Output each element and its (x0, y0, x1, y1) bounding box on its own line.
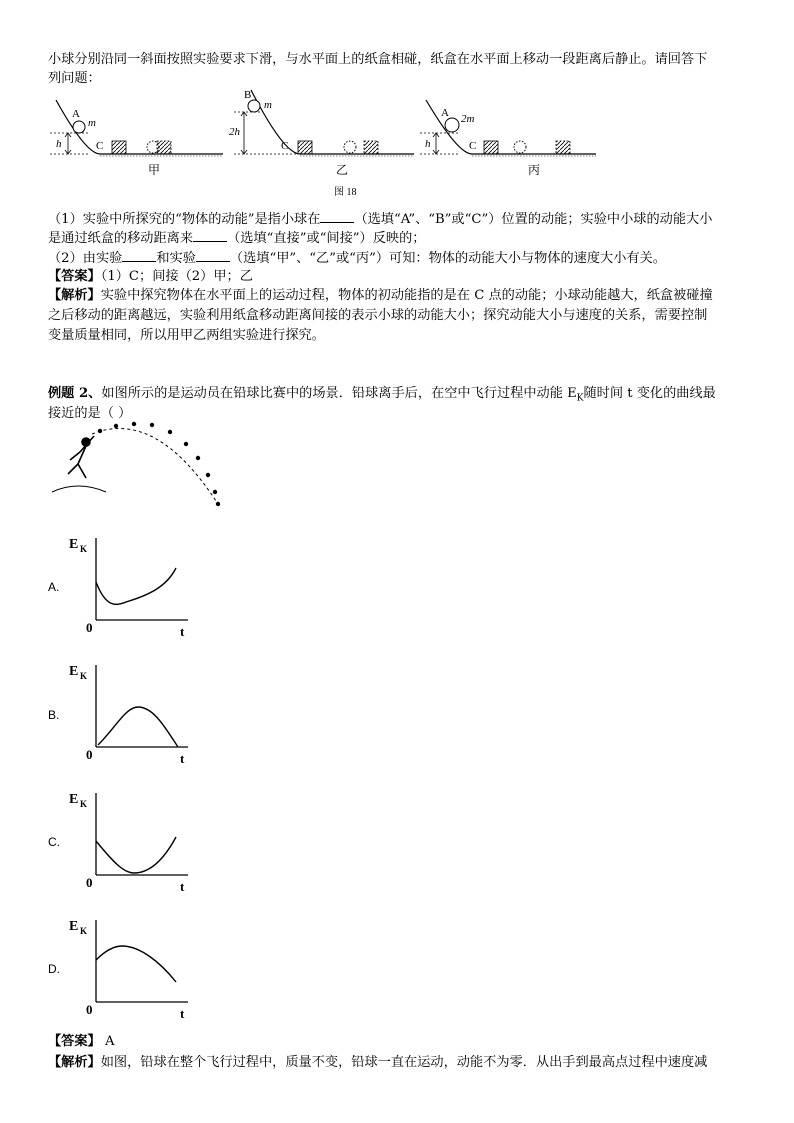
analysis-1-line-1: 【解析】实验中探究物体在水平面上的运动过程，物体的初动能指的是在 C 点的动能；小球动能越大，纸盒被碰撞 (48, 288, 713, 303)
x-axis-label: t (180, 879, 185, 894)
label-pos: A (72, 108, 80, 120)
analysis-1-line-2: 之后移动的距离越远，实验利用纸盒移动距离间接的表示小球的动能大小；探究动能大小与速度的关系，需要控制 (48, 308, 708, 323)
option-a-label[interactable]: A. (48, 580, 60, 594)
answer-1: 【答案】（1）C；间接（2）甲；乙 (48, 269, 253, 284)
label-pos: A (441, 107, 449, 119)
label-mass: 2m (461, 113, 475, 125)
intro-line-1: 小球分别沿同一斜面按照实验要求下滑，与水平面上的纸盒相碰，纸盒在水平面上移动一段距离后静止。请回答下 (48, 52, 708, 67)
analysis-2: 【解析】如图，铅球在整个飞行过程中，质量不变，铅球一直在运动，动能不为零．从出手到最高点过程中速度减 (48, 1055, 708, 1070)
analysis-1-line-3: 变量质量相同，所以用甲乙两组实验进行探究。 (48, 328, 325, 343)
answer-blank[interactable] (320, 210, 354, 223)
panel-name: 甲 (148, 163, 161, 177)
option-c-chart[interactable] (66, 785, 196, 895)
label-mass: m (88, 117, 96, 129)
x-axis-label: t (180, 751, 185, 766)
shot-put-figure (48, 420, 228, 510)
option-c-label[interactable]: C. (48, 835, 60, 849)
answer-blank[interactable] (122, 249, 156, 262)
origin-label: 0 (86, 620, 93, 635)
answer-blank[interactable] (193, 229, 227, 242)
label-point: C (281, 140, 289, 152)
panel-name: 丙 (528, 163, 541, 177)
x-axis-label: t (180, 624, 185, 639)
y-axis-label: E (69, 919, 79, 934)
panel-yi (229, 89, 414, 177)
option-b-chart[interactable] (66, 657, 196, 767)
question-1-line-2: 是通过纸盒的移动距离来 （选填“直接”或“间接”）反映的； (48, 231, 426, 246)
answer-2: 【答案】 A (48, 1034, 115, 1049)
label-height: h (56, 138, 62, 150)
option-d-chart[interactable] (66, 912, 196, 1022)
answer-blank[interactable] (196, 249, 230, 262)
y-axis-sub: K (80, 671, 88, 681)
label-point: C (96, 140, 104, 152)
x-axis-label: t (180, 1006, 185, 1021)
origin-label: 0 (86, 1002, 93, 1017)
option-d-label[interactable]: D. (48, 962, 60, 976)
label-point: C (469, 140, 477, 152)
curve-c (96, 837, 176, 873)
y-axis-sub: K (80, 799, 88, 809)
athlete-icon (52, 436, 106, 492)
intro-line-2: 列问题： (48, 71, 101, 86)
curve-d (96, 946, 176, 982)
label-pos: B (244, 89, 252, 101)
label-height: 2h (229, 126, 240, 138)
y-axis-label: E (69, 664, 79, 679)
panel-bing (420, 100, 596, 177)
label-mass: m (264, 99, 272, 111)
question-1-line-1: （1）实验中所探究的“物体的动能”是指小球在 （选填“A”、“B”或“C”）位置的动能；实验中小球的动能大小 (48, 212, 713, 227)
y-axis-sub: K (80, 926, 88, 936)
origin-label: 0 (86, 875, 93, 890)
curve-a (96, 568, 176, 604)
origin-label: 0 (86, 747, 93, 762)
example-2-line-2: 接近的是（ ） (48, 406, 132, 421)
curve-b (98, 707, 178, 747)
label-height: h (425, 138, 431, 150)
option-a-chart[interactable] (66, 530, 196, 640)
box-icon (484, 141, 498, 154)
y-axis-label: E (69, 792, 79, 807)
y-axis-sub: K (80, 544, 88, 554)
ball-icon (73, 121, 85, 133)
panel-jia (50, 100, 223, 177)
box-icon (298, 141, 312, 154)
ball-icon (248, 100, 260, 112)
y-axis-label: E (69, 537, 79, 552)
example-2-line-1: 例题 2、如图所示的是运动员在铅球比赛中的场景．铅球离手后，在空中飞行过程中动能 $E_K$随时间 t 变化的曲线最 (48, 386, 716, 404)
figure-18 (48, 86, 608, 202)
figure-caption: 图 18 (334, 187, 357, 198)
option-b-label[interactable]: B. (48, 708, 60, 722)
ball-icon (445, 118, 459, 132)
question-2-line: （2）由实验 和实验 （选填“甲”、“乙”或“丙”）可知：物体的动能大小与物体的速度大小有关。 (48, 251, 666, 266)
box-icon (112, 141, 126, 154)
panel-name: 乙 (336, 163, 349, 177)
